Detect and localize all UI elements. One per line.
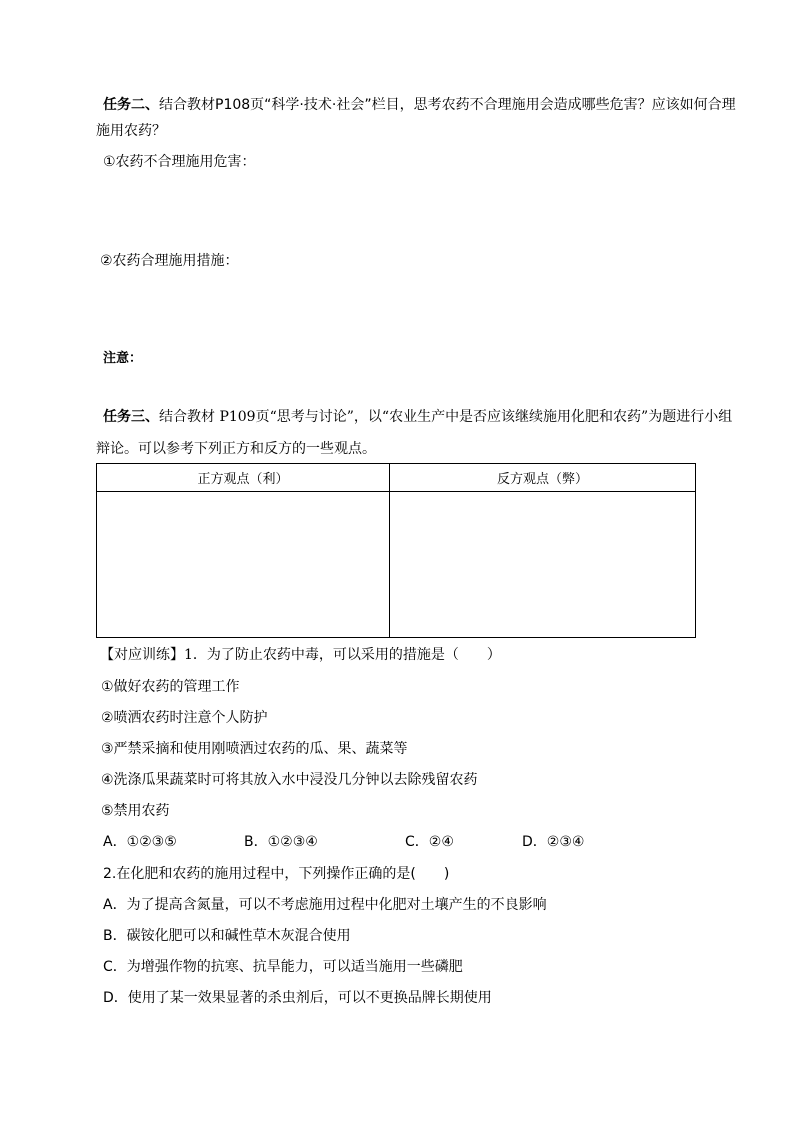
measure-option: ④洗涤瓜果蔬菜时可将其放入水中浸没几分钟以去除残留农药	[101, 772, 478, 788]
answer-choice-c: C．②④	[405, 834, 454, 850]
exercise-question-1: 【对应训练】1．为了防止农药中毒，可以采用的措施是（ ）	[100, 647, 501, 663]
question2-option-d: D．使用了某一效果显著的杀虫剂后，可以不更换品牌长期使用	[103, 990, 492, 1006]
pro-cell[interactable]	[97, 492, 390, 638]
task2-instruction	[103, 95, 736, 115]
con-cell[interactable]	[390, 492, 696, 638]
debate-table-header	[97, 464, 696, 492]
task3-heading: 任务三、	[103, 409, 159, 425]
con-header: 反方观点（弊）	[390, 464, 696, 492]
harm-prompt: ①农药不合理施用危害：	[103, 154, 256, 170]
measure-option: ⑤禁用农药	[101, 803, 170, 819]
task3-instruction	[103, 407, 732, 427]
answer-choice-d: D．②③④	[522, 834, 585, 850]
task2-text: 结合教材P108页“科学·技术·社会”栏目，思考农药不合理施用会造成哪些危害？应该如何合理	[159, 97, 736, 113]
question2-option-a: A．为了提高含氮量，可以不考虑施用过程中化肥对土壤产生的不良影响	[103, 897, 547, 913]
task2-heading: 任务二、	[103, 97, 159, 113]
pro-header: 正方观点（利）	[97, 464, 390, 492]
answer-choice-b: B．①②③④	[244, 834, 318, 850]
debate-table-body	[97, 492, 696, 638]
measure-option: ③严禁采摘和使用刚喷洒过农药的瓜、果、蔬菜等	[101, 741, 408, 757]
exercise-question-2: 2.在化肥和农药的施用过程中，下列操作正确的是( )	[103, 866, 450, 882]
task3-instruction-cont: 辩论。可以参考下列正方和反方的一些观点。	[96, 441, 376, 457]
task3-text: 结合教材 P109页“思考与讨论”，以“农业生产中是否应该继续施用化肥和农药”为题进行小组	[159, 409, 733, 425]
question2-option-b: B．碳铵化肥可以和碱性草木灰混合使用	[103, 928, 351, 944]
question2-option-c: C．为增强作物的抗寒、抗旱能力，可以适当施用一些磷肥	[103, 959, 463, 975]
debate-table	[96, 463, 696, 638]
task2-instruction-cont: 施用农药？	[96, 123, 166, 139]
measure-prompt: ②农药合理施用措施：	[100, 253, 239, 269]
note-label: 注意：	[103, 351, 143, 366]
answer-choice-a: A．①②③⑤	[103, 834, 177, 850]
measure-option: ②喷洒农药时注意个人防护	[101, 710, 268, 726]
measure-option: ①做好农药的管理工作	[101, 679, 240, 695]
